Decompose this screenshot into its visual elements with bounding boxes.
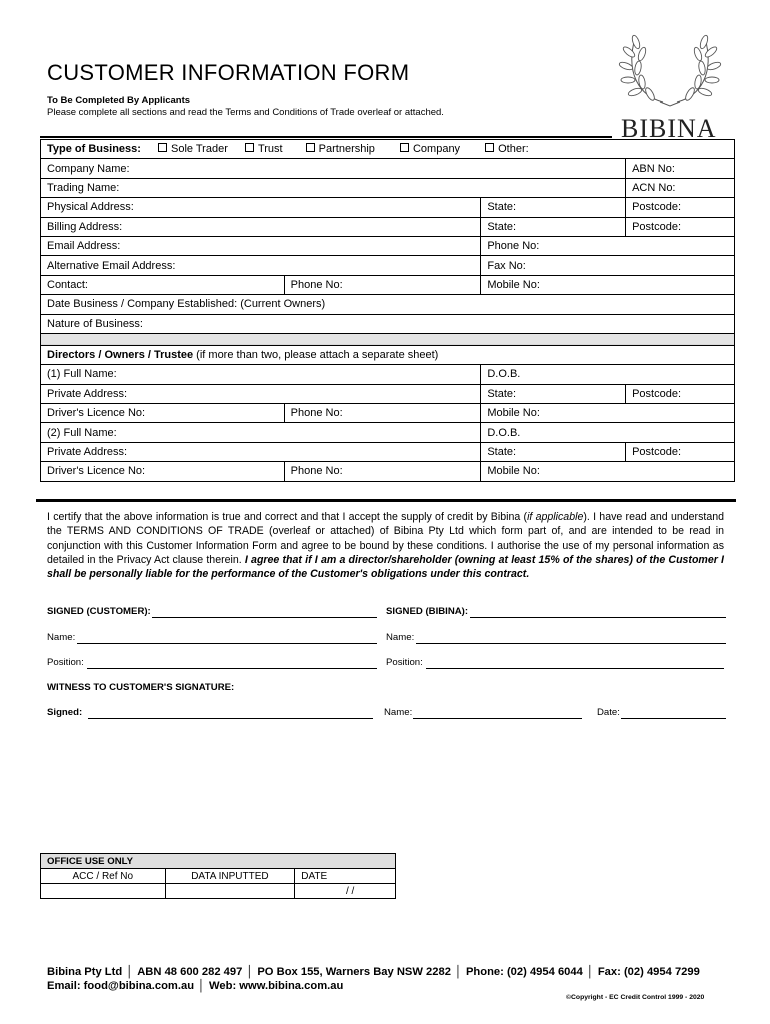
- date-cell[interactable]: / /: [295, 884, 396, 899]
- director2-dob-field[interactable]: D.O.B.: [481, 423, 735, 442]
- form-instructions: Please complete all sections and read the Terms and Conditions of Trade overleaf or attached.: [47, 107, 444, 118]
- bibina-position-label: Position:: [386, 657, 423, 668]
- customer-details-table: [40, 139, 735, 482]
- director1-private-address-field[interactable]: Private Address:: [41, 384, 481, 403]
- table-row: [41, 217, 735, 236]
- fax-field[interactable]: Fax No:: [481, 256, 735, 275]
- company-name-field[interactable]: Company Name:: [41, 159, 626, 178]
- table-row: [41, 236, 735, 255]
- footer-contact-line: Bibina Pty Ltd │ ABN 48 600 282 497 │ PO Box 155, Warners Bay NSW 2282 │ Phone: (02) 4954 6044 │ Fax: (02) 4954 7299: [47, 966, 700, 978]
- trading-name-field[interactable]: Trading Name:: [41, 178, 626, 197]
- billing-address-field[interactable]: Billing Address:: [41, 217, 481, 236]
- physical-address-field[interactable]: Physical Address:: [41, 198, 481, 217]
- email-address-field[interactable]: Email Address:: [41, 236, 481, 255]
- footer-web[interactable]: Web: www.bibina.com.au: [209, 980, 344, 992]
- option-sole-trader[interactable]: Sole Trader: [158, 143, 228, 155]
- nature-of-business-field[interactable]: Nature of Business:: [41, 314, 735, 333]
- witness-heading: WITNESS TO CUSTOMER'S SIGNATURE:: [47, 682, 235, 693]
- director2-licence-field[interactable]: Driver's Licence No:: [41, 462, 285, 481]
- director1-mobile-field[interactable]: Mobile No:: [481, 404, 735, 423]
- footer-fax: Fax: (02) 4954 7299: [597, 966, 700, 978]
- form-subtitle: To Be Completed By Applicants: [47, 95, 191, 106]
- signed-bibina-line[interactable]: [470, 617, 726, 618]
- director1-postcode-field[interactable]: Postcode:: [626, 384, 735, 403]
- office-use-table: [40, 853, 396, 899]
- witness-signed-label: Signed:: [47, 707, 83, 718]
- physical-state-field[interactable]: State:: [481, 198, 626, 217]
- form-title: CUSTOMER INFORMATION FORM: [47, 60, 410, 85]
- phone-field[interactable]: Phone No:: [481, 236, 735, 255]
- type-of-business-label: Type of Business:: [47, 143, 141, 156]
- director1-state-field[interactable]: State:: [481, 384, 626, 403]
- option-trust[interactable]: Trust: [245, 143, 283, 155]
- certification-rule: [36, 499, 736, 502]
- table-row: [41, 159, 735, 178]
- footer-phone: Phone: (02) 4954 6044: [465, 966, 583, 978]
- customer-position-line[interactable]: [87, 668, 377, 669]
- witness-date-line[interactable]: [621, 718, 726, 719]
- option-partnership[interactable]: Partnership: [306, 143, 375, 155]
- checkbox-icon[interactable]: [485, 143, 494, 152]
- director1-licence-field[interactable]: Driver's Licence No:: [41, 404, 285, 423]
- footer-po-box: PO Box 155, Warners Bay NSW 2282: [257, 966, 451, 978]
- table-row: [41, 314, 735, 333]
- checkbox-icon[interactable]: [306, 143, 315, 152]
- witness-name-line[interactable]: [413, 718, 582, 719]
- witness-name-label: Name:: [384, 707, 413, 718]
- contact-phone-field[interactable]: Phone No:: [284, 275, 481, 294]
- office-use-heading: OFFICE USE ONLY: [41, 854, 396, 869]
- footer-company: Bibina Pty Ltd: [47, 966, 123, 978]
- data-inputted-header: DATA INPUTTED: [165, 869, 295, 884]
- witness-date-label: Date:: [597, 707, 620, 718]
- bibina-name-label: Name:: [386, 632, 415, 643]
- director2-phone-field[interactable]: Phone No:: [284, 462, 481, 481]
- customer-name-label: Name:: [47, 632, 76, 643]
- acc-ref-header: ACC / Ref No: [41, 869, 166, 884]
- director2-postcode-field[interactable]: Postcode:: [626, 442, 735, 461]
- signed-bibina-label: SIGNED (BIBINA):: [386, 606, 469, 617]
- physical-postcode-field[interactable]: Postcode:: [626, 198, 735, 217]
- director1-full-name-field[interactable]: (1) Full Name:: [41, 365, 481, 384]
- director2-mobile-field[interactable]: Mobile No:: [481, 462, 735, 481]
- table-row: [41, 295, 735, 314]
- option-company[interactable]: Company: [400, 143, 460, 155]
- mobile-field[interactable]: Mobile No:: [481, 275, 735, 294]
- table-row: [41, 365, 735, 384]
- date-header: DATE: [295, 869, 396, 884]
- director2-full-name-field[interactable]: (2) Full Name:: [41, 423, 481, 442]
- signed-customer-line[interactable]: [152, 617, 377, 618]
- type-of-business-row: [41, 140, 735, 159]
- abn-field[interactable]: ABN No:: [626, 159, 735, 178]
- data-inputted-cell[interactable]: [165, 884, 295, 899]
- checkbox-icon[interactable]: [400, 143, 409, 152]
- signed-customer-label: SIGNED (CUSTOMER):: [47, 606, 151, 617]
- footer-email[interactable]: Email: food@bibina.com.au: [47, 980, 195, 992]
- directors-heading-note: (if more than two, please attach a separate sheet): [193, 349, 439, 362]
- bibina-position-line[interactable]: [426, 668, 724, 669]
- billing-postcode-field[interactable]: Postcode:: [626, 217, 735, 236]
- footer-web-line: Email: food@bibina.com.au │ Web: www.bibina.com.au: [47, 980, 344, 992]
- directors-heading: Directors / Owners / Trustee: [47, 349, 194, 362]
- table-row: [41, 198, 735, 217]
- customer-name-line[interactable]: [77, 643, 377, 644]
- alt-email-field[interactable]: Alternative Email Address:: [41, 256, 481, 275]
- footer-abn: ABN 48 600 282 497: [137, 966, 243, 978]
- checkbox-icon[interactable]: [158, 143, 167, 152]
- table-row: [41, 275, 735, 294]
- bibina-name-line[interactable]: [416, 643, 726, 644]
- checkbox-icon[interactable]: [245, 143, 254, 152]
- billing-state-field[interactable]: State:: [481, 217, 626, 236]
- director1-phone-field[interactable]: Phone No:: [284, 404, 481, 423]
- table-row: [41, 423, 735, 442]
- witness-signed-line[interactable]: [88, 718, 373, 719]
- customer-position-label: Position:: [47, 657, 84, 668]
- director1-dob-field[interactable]: D.O.B.: [481, 365, 735, 384]
- contact-field[interactable]: Contact:: [41, 275, 285, 294]
- acn-field[interactable]: ACN No:: [626, 178, 735, 197]
- table-row: [41, 442, 735, 461]
- table-row: [41, 462, 735, 481]
- copyright-notice: ©Copyright - EC Credit Control 1999 - 2020: [566, 994, 705, 1001]
- header-rule: [40, 136, 612, 138]
- director2-state-field[interactable]: State:: [481, 442, 626, 461]
- section-divider: [41, 333, 735, 345]
- table-row: [41, 404, 735, 423]
- directors-heading-row: [41, 345, 735, 364]
- option-other[interactable]: Other:: [485, 143, 529, 155]
- certification-text: I certify that the above information is true and correct and that I accept the supply of credit by Bibina (if applicable). I have read and understand the TERMS AND CONDITIONS OF TRADE (overleaf or attached) of Bibina Pty Ltd which form part of, and are intended to be read in conjunction with this Customer Information Form and agree to be bound by these conditions. I authorise the use of my personal information as detailed in the Privacy Act clause therein. I agree that if I am a director/shareholder (owning at least 15% of the shares) of the Customer I shall be personally liable for the performance of the Customer's obligations under this contract.: [47, 511, 725, 581]
- acc-ref-cell[interactable]: [41, 884, 166, 899]
- date-established-field[interactable]: Date Business / Company Established: (Current Owners): [41, 295, 735, 314]
- table-row: [41, 178, 735, 197]
- table-row: [41, 256, 735, 275]
- bibina-logo-text: BIBINA: [621, 114, 717, 143]
- director2-private-address-field[interactable]: Private Address:: [41, 442, 481, 461]
- table-row: [41, 384, 735, 403]
